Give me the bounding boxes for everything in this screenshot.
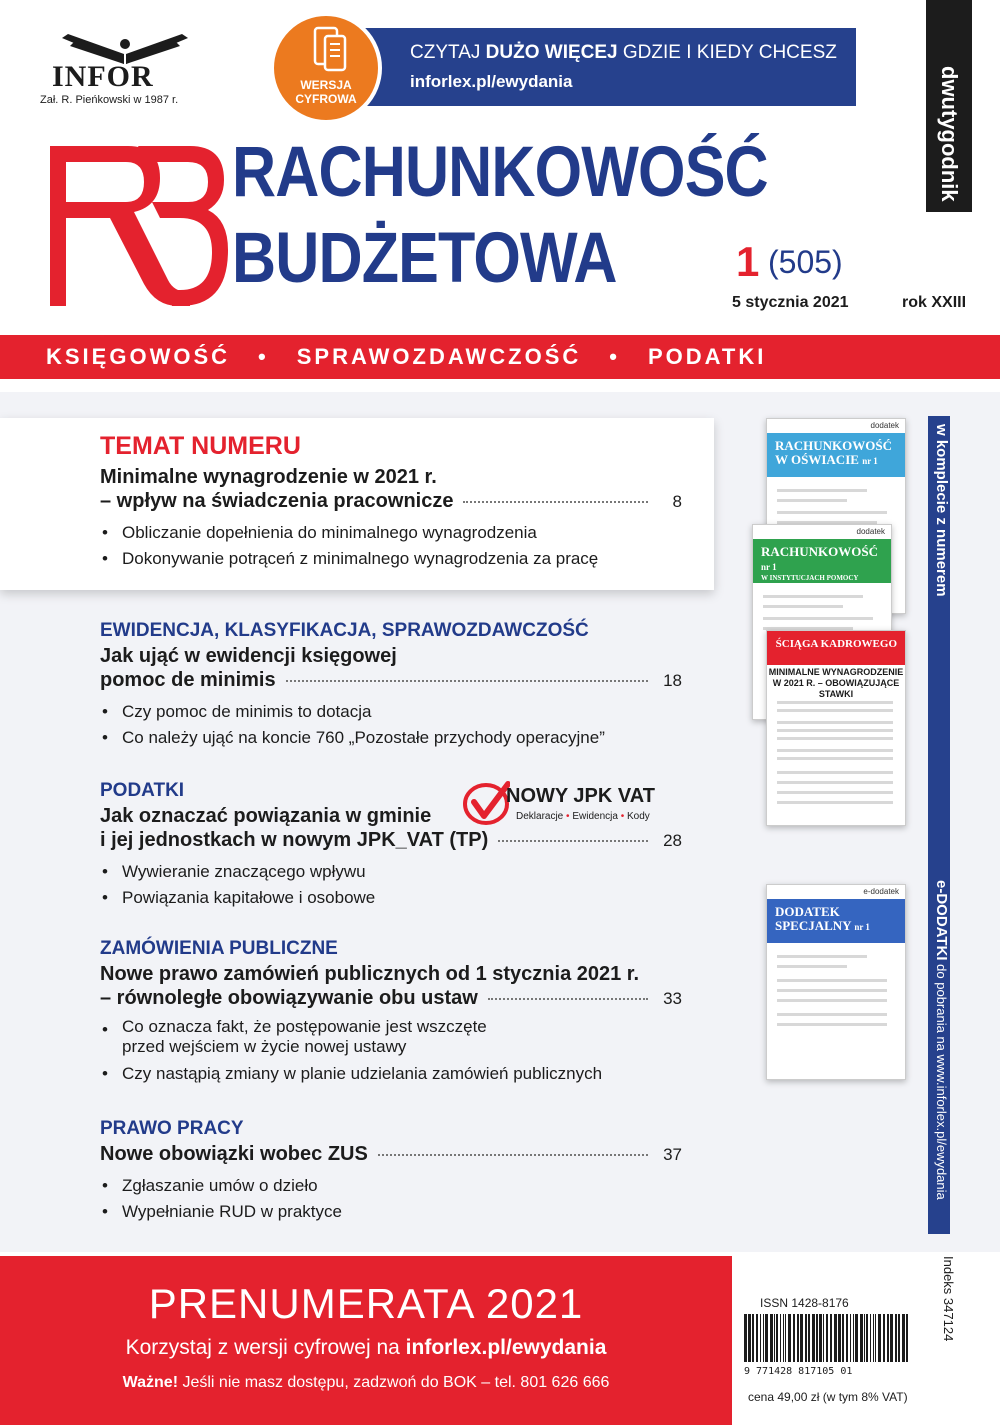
supplement-thumbnail-sciaga-kadrowego[interactable] (766, 630, 906, 826)
digital-version-label: WERSJA CYFROWA (295, 78, 357, 106)
jpk-badge-title: NOWY JPK VAT (506, 785, 655, 807)
tablet-phone-icon (313, 26, 347, 72)
subscription-box (0, 1256, 732, 1425)
edodatki-label: e-DODATKI do pobrania na www.inforlex.pl/ewydania (933, 880, 950, 1200)
section-prawo-pracy (100, 1118, 682, 1225)
supplement-thumbnail-oswiata[interactable]: dodatek RACHUNKOWOŚĆ W OŚWIACIE nr 1 (766, 418, 906, 614)
checkmark-icon (462, 780, 510, 826)
promo-url[interactable]: inforlex.pl/ewydania (410, 72, 573, 91)
magazine-title-line1: RACHUNKOWOŚĆ (232, 133, 768, 212)
bullet-item: • Zgłaszanie umów o dzieło (100, 1173, 682, 1199)
category-separator: • (609, 344, 620, 369)
article-bullets (100, 1017, 682, 1087)
page-number: 8 (672, 492, 682, 511)
bullet-item: • Czy nastąpią zmiany w planie udzielania zamówień publicznych (100, 1061, 682, 1087)
frequency-tab (926, 0, 972, 212)
section-label: PRAWO PRACY (100, 1118, 244, 1139)
thumbnail-title: ŚCIĄGA KADROWEGO (767, 631, 905, 665)
digital-version-badge (270, 12, 382, 124)
publisher-tagline: Zał. R. Pieńkowski w 1987 r. (40, 94, 179, 106)
issue-total-number: (505) (768, 244, 843, 280)
barcode-digits: 9 771428 817105 01 (744, 1366, 853, 1376)
section-ewidencja (100, 620, 682, 751)
bullet-item: • Wypełnianie RUD w praktyce (100, 1199, 682, 1225)
article-title[interactable]: Jak ująć w ewidencji księgowej pomoc de minimis 18 (100, 645, 682, 691)
page-number: 28 (663, 831, 682, 850)
bullet-item: • Czy pomoc de minimis to dotacja (100, 699, 682, 725)
subscription-digital-line: Korzystaj z wersji cyfrowej na inforlex.pl/ewydania (125, 1336, 607, 1359)
dot-leader (488, 998, 648, 1000)
thumbnail-title: DODATEK SPECJALNY nr 1 (767, 899, 905, 943)
article-title[interactable]: Nowe prawo zamówień publicznych od 1 stycznia 2021 r. – równoległe obowiązywanie obu ustaw 33 (100, 963, 682, 1009)
dot-leader (378, 1154, 648, 1156)
category-separator: • (258, 344, 269, 369)
category-bar (0, 335, 1000, 379)
thumbnail-body: MINIMALNE WYNAGRODZENIE W 2021 R. – OBOWIĄZUJĄCE STAWKI (768, 667, 904, 699)
thumbnail-title: RACHUNKOWOŚĆ nr 1 W INSTYTUCJACH POMOCY SPOŁECZNEJ (753, 539, 891, 583)
feature-title[interactable]: Minimalne wynagrodzenie w 2021 r. – wpływ na świadczenia pracownicze 8 (100, 466, 682, 512)
supplement-thumbnail-pomoc-spoleczna[interactable]: dodatek RACHUNKOWOŚĆ nr 1 W INSTYTUCJACH POMOCY SPOŁECZNEJ (752, 524, 892, 720)
issue-number: 1 (736, 238, 760, 285)
publisher-name: INFOR (52, 60, 154, 93)
bullet-item: • Powiązania kapitałowe i osobowe (100, 885, 682, 911)
issue-date: 5 stycznia 2021 (732, 294, 849, 311)
article-bullets (100, 1173, 682, 1225)
rb-logo-icon (40, 140, 230, 310)
page-number: 18 (663, 671, 682, 690)
page-number: 37 (663, 1145, 682, 1164)
digital-promo-banner[interactable] (300, 28, 856, 106)
feature-label: TEMAT NUMERU (100, 432, 301, 460)
dot-leader (286, 680, 648, 682)
section-label: PODATKI (100, 780, 185, 801)
promo-headline: CZYTAJ DUŻO WIĘCEJ GDZIE I KIEDY CHCESZ (410, 42, 837, 63)
article-bullets (100, 859, 682, 911)
index-number: Indeks 347124 (941, 1256, 956, 1342)
magazine-title-line2: BUDŻETOWA (232, 219, 617, 298)
article-bullets (100, 699, 682, 751)
category-item: PODATKI (647, 344, 767, 369)
subscription-title: PRENUMERATA 2021 (148, 1280, 584, 1327)
subscription-note: Ważne! Jeśli nie masz dostępu, zadzwoń do BOK – tel. 801 626 666 (122, 1374, 610, 1391)
feature-section (100, 432, 682, 572)
dot-leader (498, 840, 648, 842)
feature-bullets (100, 520, 682, 572)
section-zamowienia (100, 938, 682, 1087)
jpk-vat-badge (462, 780, 692, 826)
frequency-label: dwutygodnik (937, 66, 962, 202)
bullet-item: • Co oznacza fakt, że postępowanie jest wszczęte przed wejściem w życie nowej ustawy (100, 1017, 682, 1057)
price-label: cena 49,00 zł (w tym 8% VAT) (748, 1390, 908, 1404)
supplements-included-label: w komplecie z numerem (933, 424, 950, 597)
thumbnail-title: RACHUNKOWOŚĆ W OŚWIACIE nr 1 (767, 433, 905, 477)
dot-leader (463, 501, 648, 503)
supplement-thumbnail-dodatek-specjalny[interactable]: e-dodatek DODATEK SPECJALNY nr 1 (766, 884, 906, 1080)
bullet-item: • Wywieranie znaczącego wpływu (100, 859, 682, 885)
bullet-item: • Obliczanie dopełnienia do minimalnego wynagrodzenia (100, 520, 682, 546)
jpk-badge-subtitle: Deklaracje • Ewidencja • Kody (516, 811, 650, 822)
category-item: SPRAWOZDAWCZOŚĆ (296, 344, 582, 369)
article-title[interactable]: Jak oznaczać powiązania w gminie i jej jednostkach w nowym JPK_VAT (TP) 28 (100, 805, 682, 851)
article-title[interactable]: Nowe obowiązki wobec ZUS 37 (100, 1143, 682, 1165)
bullet-item: • Co należy ująć na koncie 760 „Pozostałe przychody operacyjne” (100, 725, 682, 751)
index-strip (926, 1256, 956, 1396)
section-label: EWIDENCJA, KLASYFIKACJA, SPRAWOZDAWCZOŚĆ (100, 620, 589, 641)
bullet-item: • Dokonywanie potrąceń z minimalnego wynagrodzenia za pracę (100, 546, 682, 572)
category-item: KSIĘGOWOŚĆ (46, 344, 231, 369)
infor-logo (40, 30, 210, 110)
page-number: 33 (663, 989, 682, 1008)
issue-year: rok XXIII (902, 294, 967, 311)
barcode-icon (742, 1314, 912, 1376)
subscription-url[interactable]: inforlex.pl/ewydania (405, 1336, 607, 1359)
section-label: ZAMÓWIENIA PUBLICZNE (100, 938, 338, 959)
issn-number: ISSN 1428-8176 (760, 1296, 849, 1310)
